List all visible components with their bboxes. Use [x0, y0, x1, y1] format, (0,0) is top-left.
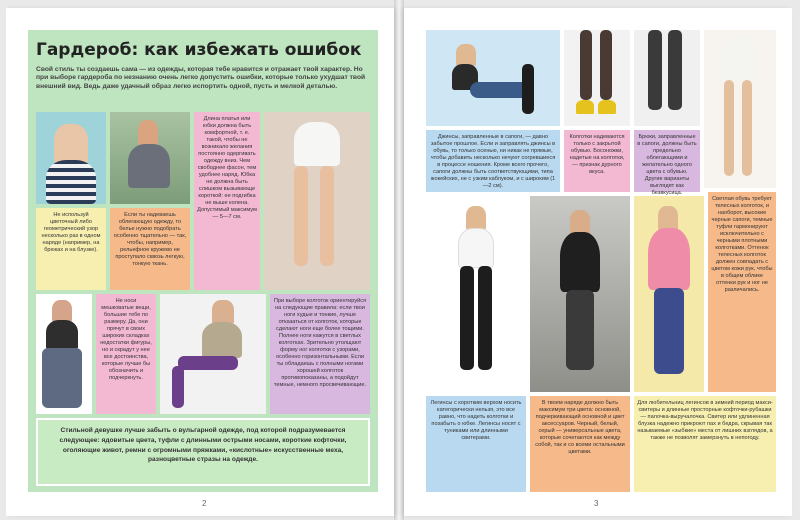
photo-black-outfit-street	[530, 196, 630, 392]
photo-striped-top	[36, 112, 106, 204]
note-trousers-boots: Брюки, заправленные в сапоги, должны быть предельно облегающими и желательно одного цвета с обувью. Другие варианты выглядят как безвкусица.	[634, 130, 700, 192]
photo-jeans-boots	[426, 30, 560, 126]
photo-sandals-tights	[564, 30, 630, 126]
note-jeans-in-boots: Джинсы, заправленные в сапоги, — давно забытое прошлое. Если и заправлять джинсы в обувь, то только осенью, ни никак не прямые, чтобы добавить несколько нечуют согревшиеся в процессе ношения. Кроме всего прочего, сапоги должны быть соответствующими, типа жокейских, не с узким каблуком, и с широким (1—2 см).	[426, 130, 560, 192]
right-page	[404, 8, 792, 516]
photo-baggy-clothes	[36, 294, 92, 414]
photo-white-dress	[264, 112, 370, 290]
photo-lace-street	[110, 112, 190, 204]
note-tights-sandals: Колготки надеваются только с закрытой обувью. Босоножки, надетые на колготки, — признак дурного вкуса.	[564, 130, 630, 192]
photo-nude-legs	[704, 30, 776, 188]
note-leggings: Легинсы с коротким верхом носить категорически нельзя, это все равно, что надеть колготки и позабыть о юбке. Легинсы носят с туниками или длинными свитерами.	[426, 396, 526, 492]
page-title: Гардероб: как избежать ошибок	[36, 40, 362, 60]
photo-tucked-trousers	[634, 30, 700, 126]
page-number-right: 3	[594, 499, 599, 508]
book-gutter	[394, 0, 404, 520]
note-print: Не используй цветочный либо геометрический узор несколько раз в одном наряде (например, на брюках и на блузке).	[36, 208, 106, 290]
note-skirt-length: Длина платья или юбки должна быть комфортной, т. е. такой, чтобы не возникало желания постоянно одергивать одежду вниз. Чем свободнее фасон, тем удобнее наряд. Юбка не должна быть слишком вызывающе короткой: ее подгибка не выше колена. Допустимый максимум — 5—7 см.	[194, 112, 260, 290]
note-three-colors: В твоем наряде должно быть максимум три цвета: основной, подчеркивающий основной и цвет аксессуаров. Черный, белый, серый — универсальные цвета, которые сочетаются как между собой, так и со всеми остальными цветами.	[530, 396, 630, 492]
note-nude-tights: Светлая обувь требует телесных колготок, и наоборот, высокие черные сапоги, темные туфли гармонируют исключительно с черными плотными колготками. Оттенок телесных колготок должен совпадать с цветом кожи рук, чтобы в общем облике оттенки рук и ног не различались.	[708, 192, 776, 392]
left-content-frame	[28, 30, 378, 492]
vulgar-clothing-note: Стильной девушке лучше забыть о вульгарной одежде, под которой подразумевается следующее: ядовитые цвета, туфли с длинными острыми носами, короткие кофточки, оголяющие живот, ремни с огромными пряжками, «кислотные» искусственные меха, разноцветные стразы на одежде.	[36, 418, 370, 486]
lead-paragraph: Свой стиль ты создаешь сама — из одежды, которая тебе нравится и отражает твой характер. Но при выборе гардероба по незнанию очень легко допустить ошибки, которые только ухудшат твой внешний вид. Ведь даже удачный образ легко испортить одной, пусть и мелкой деталью.	[36, 66, 366, 90]
photo-purple-tights	[160, 294, 266, 414]
note-lace-underwear: Если ты надеваешь облегающую одежду, то белье нужно подобрать особенно тщательно — так, чтобы, например, рельефное кружево не проступало сквозь легкую, тонкую ткань.	[110, 208, 190, 290]
note-baggy-clothes: Не носи мешковатые вещи, большие тебе по размеру. Да, они прячут в своих широких складках недостатки фигуры, но и скрадут у нее все достоинства, которые лучше бы обозначить и подчеркнуть.	[96, 294, 156, 414]
photo-pink-sweater	[634, 196, 704, 392]
page-number-left: 2	[202, 499, 207, 508]
note-tights: При выборе колготок ориентируйся на следующие правила: если твои ноги худые и тонкие, лучше отказаться от колготок, которые сделают ноги еще более тощими. Полнее ноги кажутся в светлых колготках. Зрительно утолщают форму ног колготки с узорами, особенно горизонтальными. Если ты обладаешь с полными ногами хорошей колготок противопоказаны, а подойдут темные, немного просвечивающие.	[270, 294, 370, 414]
note-long-sweaters: Для любительниц легинсов в зимний период макси-свитеры и длинные просторные кофточки-рубашки — палочка-выручалочка. Свитер или удлиненная блузка надежно прикроют пах и бедра, скрывая так называемые «зыбкие» места от лишних взглядов, а также не позволят замерзнуть в непогоду.	[634, 396, 776, 492]
left-page	[6, 8, 394, 516]
right-content-frame	[426, 30, 776, 492]
photo-leggings-white-top	[426, 196, 526, 392]
